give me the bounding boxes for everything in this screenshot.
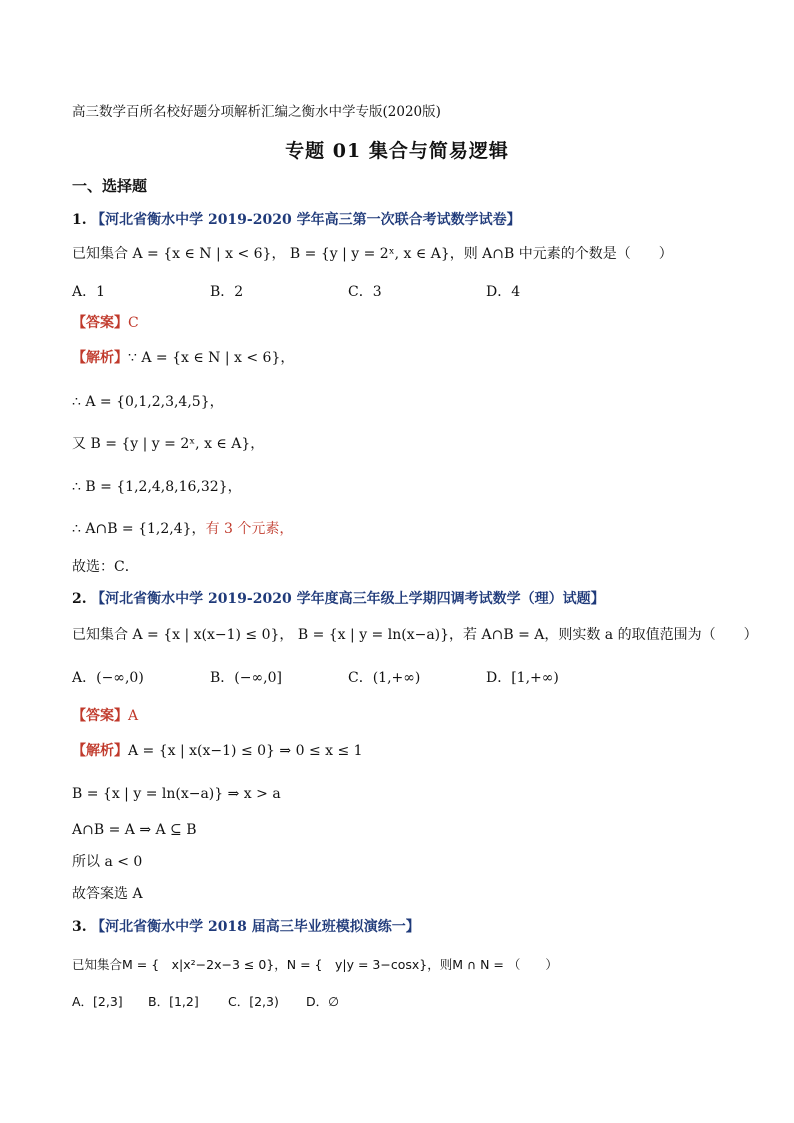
question-2-analysis xyxy=(72,741,363,761)
question-2-option-d: D．[1,+∞) xyxy=(486,670,559,686)
question-2-header xyxy=(72,589,605,609)
document-header: 高三数学百所名校好题分项解析汇编之衡水中学专版(2020版) xyxy=(72,104,441,120)
analysis-step: A∩B = A ⇒ A ⊆ B xyxy=(72,822,197,838)
section-heading: 一、选择题 xyxy=(72,177,148,195)
question-2-source: 【河北省衡水中学 2019-2020 学年度高三年级上学期四调考试数学（理）试题】 xyxy=(91,591,605,607)
question-3-header xyxy=(72,917,420,937)
question-2-answer xyxy=(72,706,138,726)
analysis-step: ∵ A = {x ∈ N | x < 6}， xyxy=(128,350,295,366)
question-2-option-a: A．(−∞,0) xyxy=(72,670,144,686)
question-1-conclusion: 故选：C． xyxy=(72,559,139,575)
answer-label: 【答案】 xyxy=(72,708,128,724)
analysis-step: A = {x | x(x−1) ≤ 0} ⇒ 0 ≤ x ≤ 1 xyxy=(128,743,363,759)
question-3-option-a: A．[2,3] xyxy=(72,994,123,1009)
question-1-header xyxy=(72,210,521,230)
document-title: 专题 01 集合与简易逻辑 xyxy=(285,140,509,162)
question-3-option-c: C．[2,3) xyxy=(228,994,279,1009)
question-2-option-b: B．(−∞,0] xyxy=(210,670,282,686)
analysis-step: 又 B = {y | y = 2ˣ, x ∈ A}， xyxy=(72,436,265,452)
question-3-stem: 已知集合M = { x|x²−2x−3 ≤ 0}，N = { y|y = 3−cosx}，则M ∩ N = （ ） xyxy=(72,957,558,972)
question-1-option-d: D．4 xyxy=(486,284,521,300)
question-1-option-c: C．3 xyxy=(348,284,382,300)
question-2-option-c: C．(1,+∞) xyxy=(348,670,421,686)
question-3-option-b: B．[1,2] xyxy=(148,994,199,1009)
analysis-step: ∴ B = {1,2,4,8,16,32}， xyxy=(72,479,242,495)
answer-value: C xyxy=(128,315,139,331)
question-1-option-b: B．2 xyxy=(210,284,244,300)
analysis-step: ∴ A∩B = {1,2,4}， xyxy=(72,521,206,537)
analysis-step: ∴ A = {0,1,2,3,4,5}， xyxy=(72,394,224,410)
question-1-source: 【河北省衡水中学 2019-2020 学年高三第一次联合考试数学试卷】 xyxy=(91,212,521,228)
analysis-step: B = {x | y = ln(x−a)} ⇒ x > a xyxy=(72,786,281,802)
question-3-number: 3. xyxy=(72,919,87,935)
question-1-option-a: A．1 xyxy=(72,284,106,300)
answer-label: 【答案】 xyxy=(72,315,128,331)
answer-value: A xyxy=(128,708,139,724)
analysis-intersection xyxy=(72,519,293,539)
question-1-analysis xyxy=(72,348,294,368)
analysis-label: 【解析】 xyxy=(72,350,128,366)
question-3-option-d: D．∅ xyxy=(306,994,340,1009)
analysis-step: 所以 a < 0 xyxy=(72,854,143,870)
question-2-stem: 已知集合 A = {x | x(x−1) ≤ 0}， B = {x | y = ln(x−a)}，若 A∩B = A，则实数 a 的取值范围为（ ） xyxy=(72,627,758,643)
question-1-stem: 已知集合 A = {x ∈ N | x < 6}， B = {y | y = 2ˣ, x ∈ A}，则 A∩B 中元素的个数是（ ） xyxy=(72,246,673,262)
question-1-answer xyxy=(72,313,139,333)
question-2-conclusion: 故答案选 A xyxy=(72,886,143,902)
question-1-number: 1. xyxy=(72,212,87,228)
question-3-source: 【河北省衡水中学 2018 届高三毕业班模拟演练一】 xyxy=(91,919,420,935)
question-2-number: 2. xyxy=(72,591,87,607)
analysis-label: 【解析】 xyxy=(72,743,128,759)
analysis-note: 有 3 个元素， xyxy=(205,521,294,537)
